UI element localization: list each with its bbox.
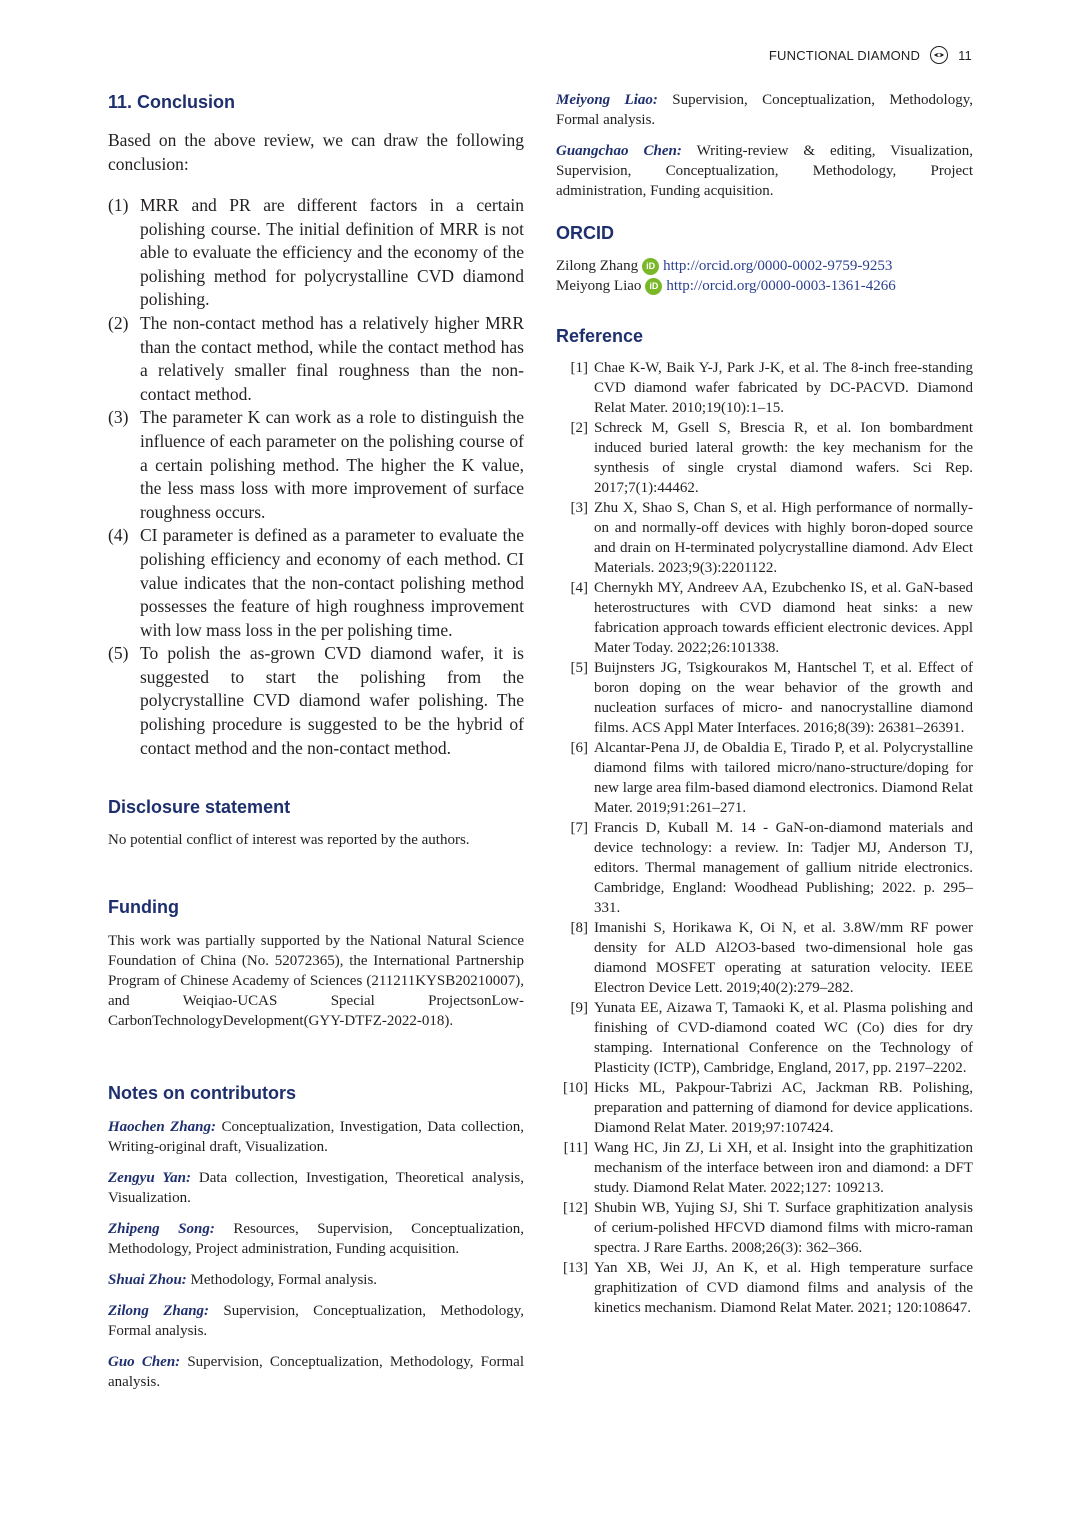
disclosure-text: No potential conflict of interest was reported by the authors. bbox=[108, 832, 470, 849]
reference-item: [8] Imanishi S, Horikawa K, Oi N, et al. 3.8W/mm RF power density for ALD Al2O3-based two-dimensional hole gas diamond MOSFET operating at saturation velocity. IEEE Electron Device Lett. 2019;40(2):279–282. bbox=[570, 920, 973, 996]
reference-item: [9] Yunata EE, Aizawa T, Tamaoki K, et al. Plasma polishing and finishing of CVD-diamond coated WC (Co) dies for dry stamping. International Conference on the Technology of Plasticity (ICTP), Cambridge, England, 2017, pp. 2197–2202. bbox=[570, 1000, 973, 1076]
orcid-link[interactable]: http://orcid.org/0000-0002-9759-9253 bbox=[663, 258, 893, 274]
reference-item: [1] Chae K-W, Baik Y-J, Park J-K, et al. The 8-inch free-standing CVD diamond wafer fabricated by DC-PACVD. Diamond Relat Mater. 2010;19(10):1–15. bbox=[570, 360, 973, 416]
reference-list bbox=[556, 358, 973, 1318]
journal-logo-icon bbox=[930, 46, 948, 64]
contributor-entry: Meiyong Liao: Supervision, Conceptualization, Methodology, Formal analysis. bbox=[556, 92, 973, 128]
conclusion-item: (1) MRR and PR are different factors in a certain polishing course. The initial definition of MRR is not able to evaluate the efficiency and the economy of the polishing method for polycrystalline CVD diamond polishing. bbox=[108, 195, 524, 310]
contributor-entry: Zengyu Yan: Data collection, Investigation, Theoretical analysis, Visualization. bbox=[108, 1170, 525, 1207]
right-column bbox=[556, 90, 973, 1318]
page-number: 11 bbox=[958, 47, 972, 63]
reference-heading: Reference bbox=[556, 326, 644, 346]
reference-item: [7] Francis D, Kuball M. 14 - GaN-on-diamond materials and device technology: a review. In: Tadjer MJ, Anderson TJ, editors. Thermal management of gallium nitride electronics. Cambridge, England: Woodhead Publishing; 2022. p. 295–331. bbox=[570, 820, 973, 916]
orcid-entry bbox=[556, 256, 973, 276]
reference-item: [12] Shubin WB, Yujing SJ, Shi T. Surface graphitization analysis of cerium-polished HFCVD diamond films with micro-raman spectra. J Rare Earths. 2008;26(3): 362–366. bbox=[563, 1200, 973, 1256]
contributors-list bbox=[108, 1117, 524, 1392]
reference-item: [6] Alcantar-Pena JJ, de Obaldia E, Tirado P, et al. Polycrystalline diamond films with tailored micro/nano-structure/doping for new large area film-based diamond electronics. Diamond Relat Mater. 2019;91:261–271. bbox=[570, 740, 973, 816]
orcid-author: Meiyong Liao bbox=[556, 278, 642, 294]
contributor-entry: Haochen Zhang: Conceptualization, Investigation, Data collection, Writing-original draft, Visualization. bbox=[108, 1119, 524, 1156]
running-head bbox=[769, 46, 972, 64]
left-column bbox=[108, 90, 524, 1403]
contributor-entry: Zhipeng Song: Resources, Supervision, Conceptualization, Methodology, Project administration, Funding acquisition. bbox=[108, 1221, 524, 1258]
orcid-heading: ORCID bbox=[556, 223, 614, 243]
orcid-entry bbox=[556, 276, 973, 296]
contributor-entry: Zilong Zhang: Supervision, Conceptualization, Methodology, Formal analysis. bbox=[108, 1303, 525, 1340]
contributor-entry: Shuai Zhou: Methodology, Formal analysis. bbox=[108, 1272, 378, 1289]
conclusion-item: (4) CI parameter is defined as a parameter to evaluate the polishing efficiency and economy of each method. CI value indicates that the non-contact polishing method possesses the feature of high roughness improvement with low mass loss in the per polishing time. bbox=[108, 525, 524, 640]
journal-name: FUNCTIONAL DIAMOND bbox=[768, 47, 921, 63]
orcid-icon: iD bbox=[645, 278, 662, 295]
funding-heading: Funding bbox=[108, 897, 179, 918]
conclusion-item: (2) The non-contact method has a relatively higher MRR than the contact method, while the contact method has a relatively smaller final roughness than the non-contact method. bbox=[108, 312, 524, 404]
reference-item: [4] Chernykh MY, Andreev AA, Ezubchenko IS, et al. GaN-based heterostructures with CVD diamond heat sinks: a new fabrication approach towards efficient electronic devices. Appl Mater Today. 2022;26:101338. bbox=[570, 580, 973, 656]
orcid-list bbox=[556, 256, 973, 296]
contributor-entry: Guo Chen: Supervision, Conceptualization, Methodology, Formal analysis. bbox=[108, 1354, 525, 1391]
conclusion-intro: Based on the above review, we can draw the following conclusion: bbox=[108, 130, 524, 174]
conclusion-item: (3) The parameter K can work as a role to distinguish the influence of each parameter on the polishing course of a certain polishing method. The higher the K value, the less mass loss with more improvement of surface roughness occurs. bbox=[108, 407, 524, 522]
orcid-link[interactable]: http://orcid.org/0000-0003-1361-4266 bbox=[666, 278, 896, 294]
funding-text: This work was partially supported by the National Natural Science Foundation of China (No. 52072365), the International Partnership Program of Chinese Academy of Sciences (211211KYSB20210007), and Weiqiao-UCAS Special ProjectsonLow-CarbonTechnologyDevelopment(GYY-DTFZ-2022-018). bbox=[108, 933, 524, 1030]
reference-item: [5] Buijnsters JG, Tsigkourakos M, Hantschel T, et al. Effect of boron doping on the wear behavior of the growth and nucleation surfaces of micro- and nanocrystalline diamond films. ACS Appl Mater Interfaces. 2016;8(39): 26381–26391. bbox=[570, 660, 973, 736]
reference-item: [2] Schreck M, Gsell S, Brescia R, et al. Ion bombardment induced buried lateral growth: the key mechanism for the synthesis of single crystal diamond wafers. Sci Rep. 2017;7(1):44462. bbox=[570, 420, 973, 496]
orcid-icon: iD bbox=[642, 258, 659, 275]
disclosure-heading: Disclosure statement bbox=[108, 797, 291, 818]
orcid-author: Zilong Zhang bbox=[556, 258, 639, 274]
contributors-heading: Notes on contributors bbox=[108, 1083, 296, 1104]
conclusion-heading: 11. Conclusion bbox=[108, 92, 236, 112]
reference-item: [11] Wang HC, Jin ZJ, Li XH, et al. Insight into the graphitization mechanism of the interface between iron and diamond: a DFT study. Diamond Relat Mater. 2022;127: 109213. bbox=[563, 1140, 973, 1196]
conclusion-item: (5) To polish the as-grown CVD diamond wafer, it is suggested to start the polishing from the polycrystalline CVD diamond wafer polishing. The polishing procedure is suggested to be the hybrid of contact method and the non-contact method. bbox=[108, 643, 524, 758]
reference-item: [13] Yan XB, Wei JJ, An K, et al. High temperature surface graphitization of CVD diamond films and analysis of the kinetics mechanism. Diamond Relat Mater. 2021; 120:108647. bbox=[563, 1260, 973, 1316]
reference-item: [10] Hicks ML, Pakpour-Tabrizi AC, Jackman RB. Polishing, preparation and patterning of diamond for device applications. Diamond Relat Mater. 2019;97:107424. bbox=[563, 1080, 973, 1136]
contributor-entry: Guangchao Chen: Writing-review & editing, Visualization, Supervision, Conceptualization, Methodology, Project administration, Funding acquisition. bbox=[556, 143, 974, 199]
conclusion-list bbox=[108, 194, 524, 760]
reference-item: [3] Zhu X, Shao S, Chan S, et al. High performance of normally-on and normally-off devices with highly boron-doped source and drain on H-terminated polycrystalline diamond. Adv Elect Materials. 2023;9(3):2201122. bbox=[570, 500, 973, 576]
